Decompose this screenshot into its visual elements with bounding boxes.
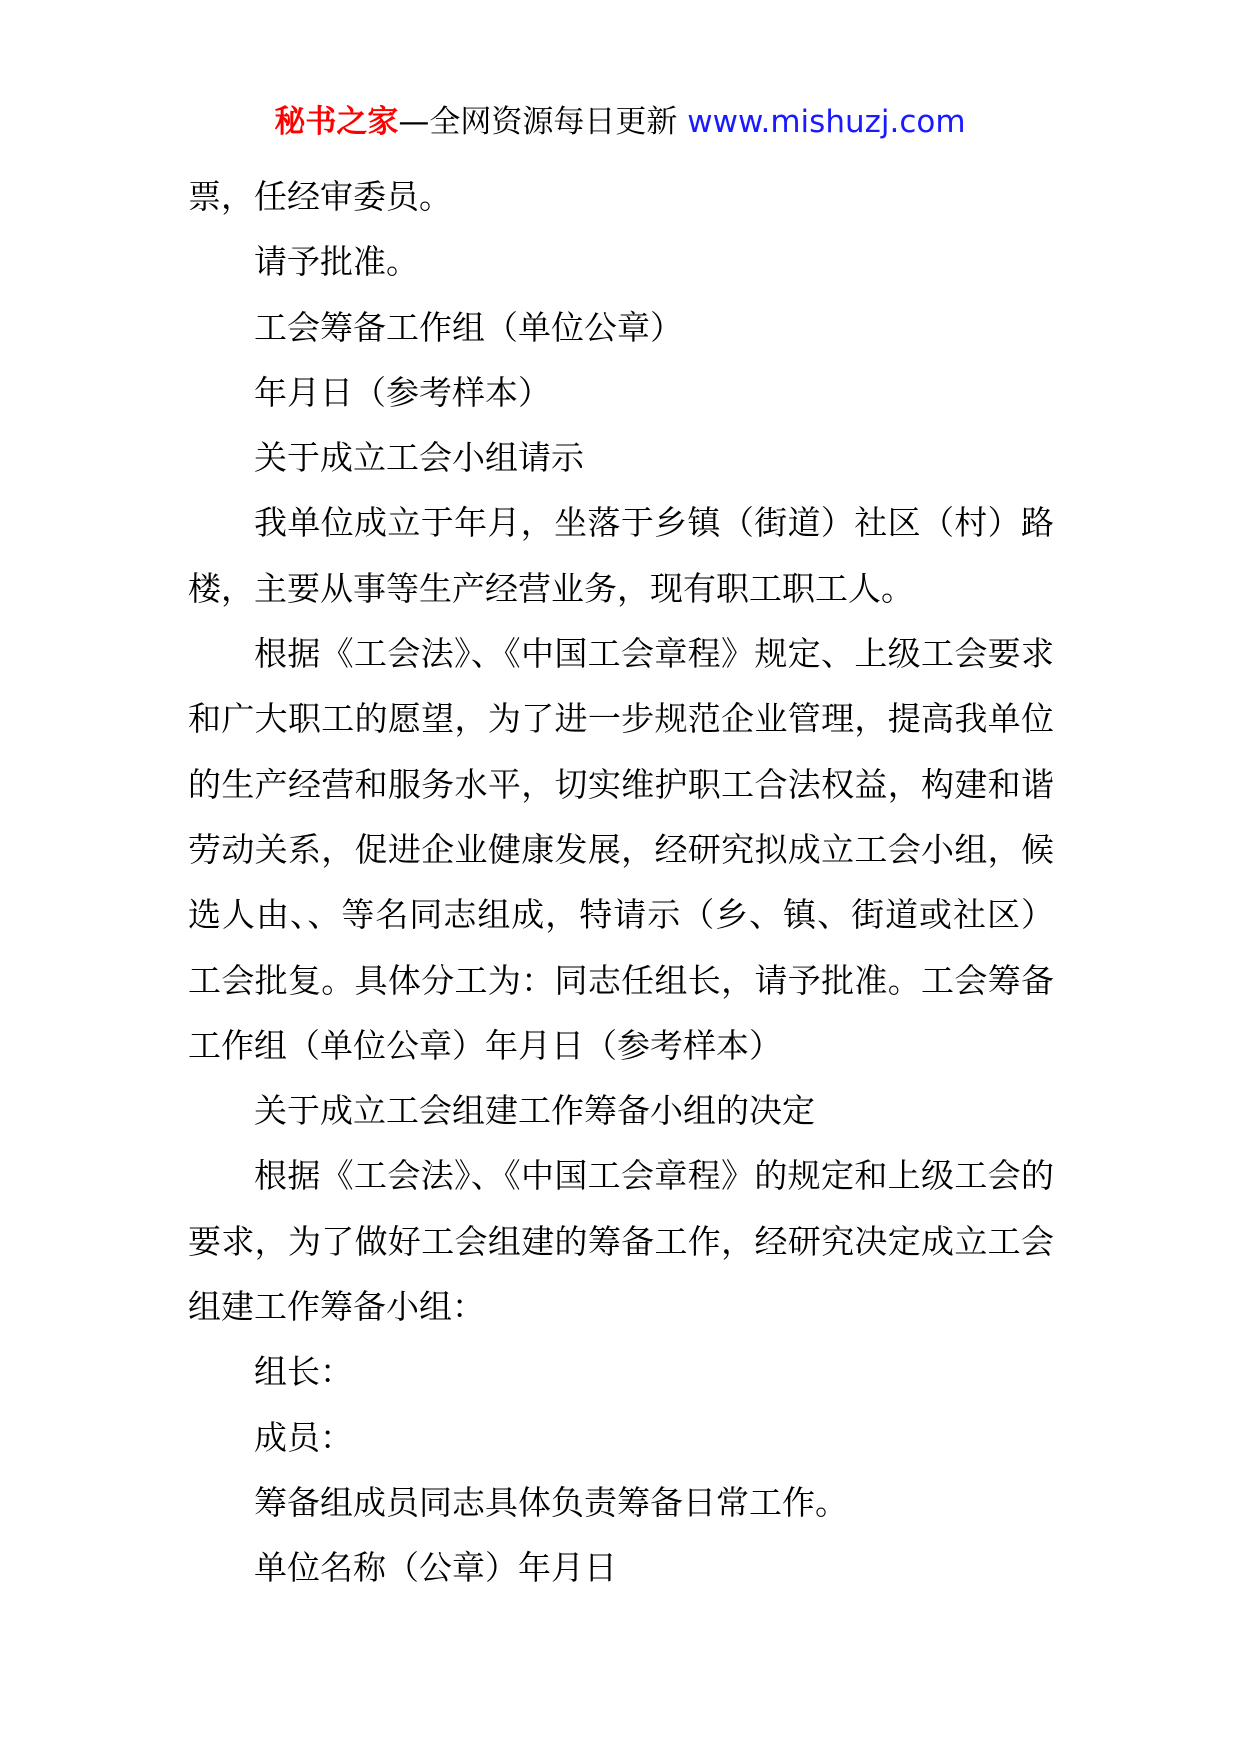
paragraph-decision: 根据《工会法》、《中国工会章程》的规定和上级工会的要求，为了做好工会组建的筹备工作，经研究决定成立工会组建工作筹备小组： [188, 1156, 1054, 1327]
brand-name: 秘书之家 [274, 104, 399, 140]
header-tagline: —全网资源每日更新 [398, 104, 688, 140]
paragraph-date: 年月日（参考样本） [254, 372, 551, 412]
paragraph-continuation: 票，任经审委员。 [188, 177, 452, 216]
page-header [0, 100, 1240, 144]
paragraph-members: 成员： [254, 1417, 353, 1457]
paragraph-responsibility: 筹备组成员同志具体负责筹备日常工作。 [254, 1482, 848, 1522]
header-url[interactable]: www.mishuzj.com [687, 104, 966, 140]
paragraph-request: 请予批准。 [254, 242, 419, 282]
paragraph-unit-info: 我单位成立于年月，坐落于乡镇（街道）社区（村）路楼，主要从事等生产经营业务，现有职工职工人。 [188, 503, 1054, 608]
paragraph-basis: 根据《工会法》、《中国工会章程》规定、上级工会要求和广大职工的愿望，为了进一步规范企业管理，提高我单位的生产经营和服务水平，切实维护职工合法权益，构建和谐劳动关系，促进企业健康发展，经研究拟成立工会小组，候选人由、、等名同志组成，特请示（乡、镇、街道或社区）工会批复。具体分工为：同志任组长，请予批准。工会筹备工作组（单位公章）年月日（参考样本） [188, 634, 1054, 1065]
section-title-request: 关于成立工会小组请示 [254, 438, 584, 478]
section-title-decision: 关于成立工会组建工作筹备小组的决定 [254, 1091, 815, 1131]
paragraph-leader: 组长： [254, 1352, 353, 1392]
paragraph-unit-seal: 单位名称（公章）年月日 [254, 1548, 617, 1588]
document-body [188, 164, 1054, 1601]
paragraph-signature: 工会筹备工作组（单位公章） [254, 307, 683, 347]
